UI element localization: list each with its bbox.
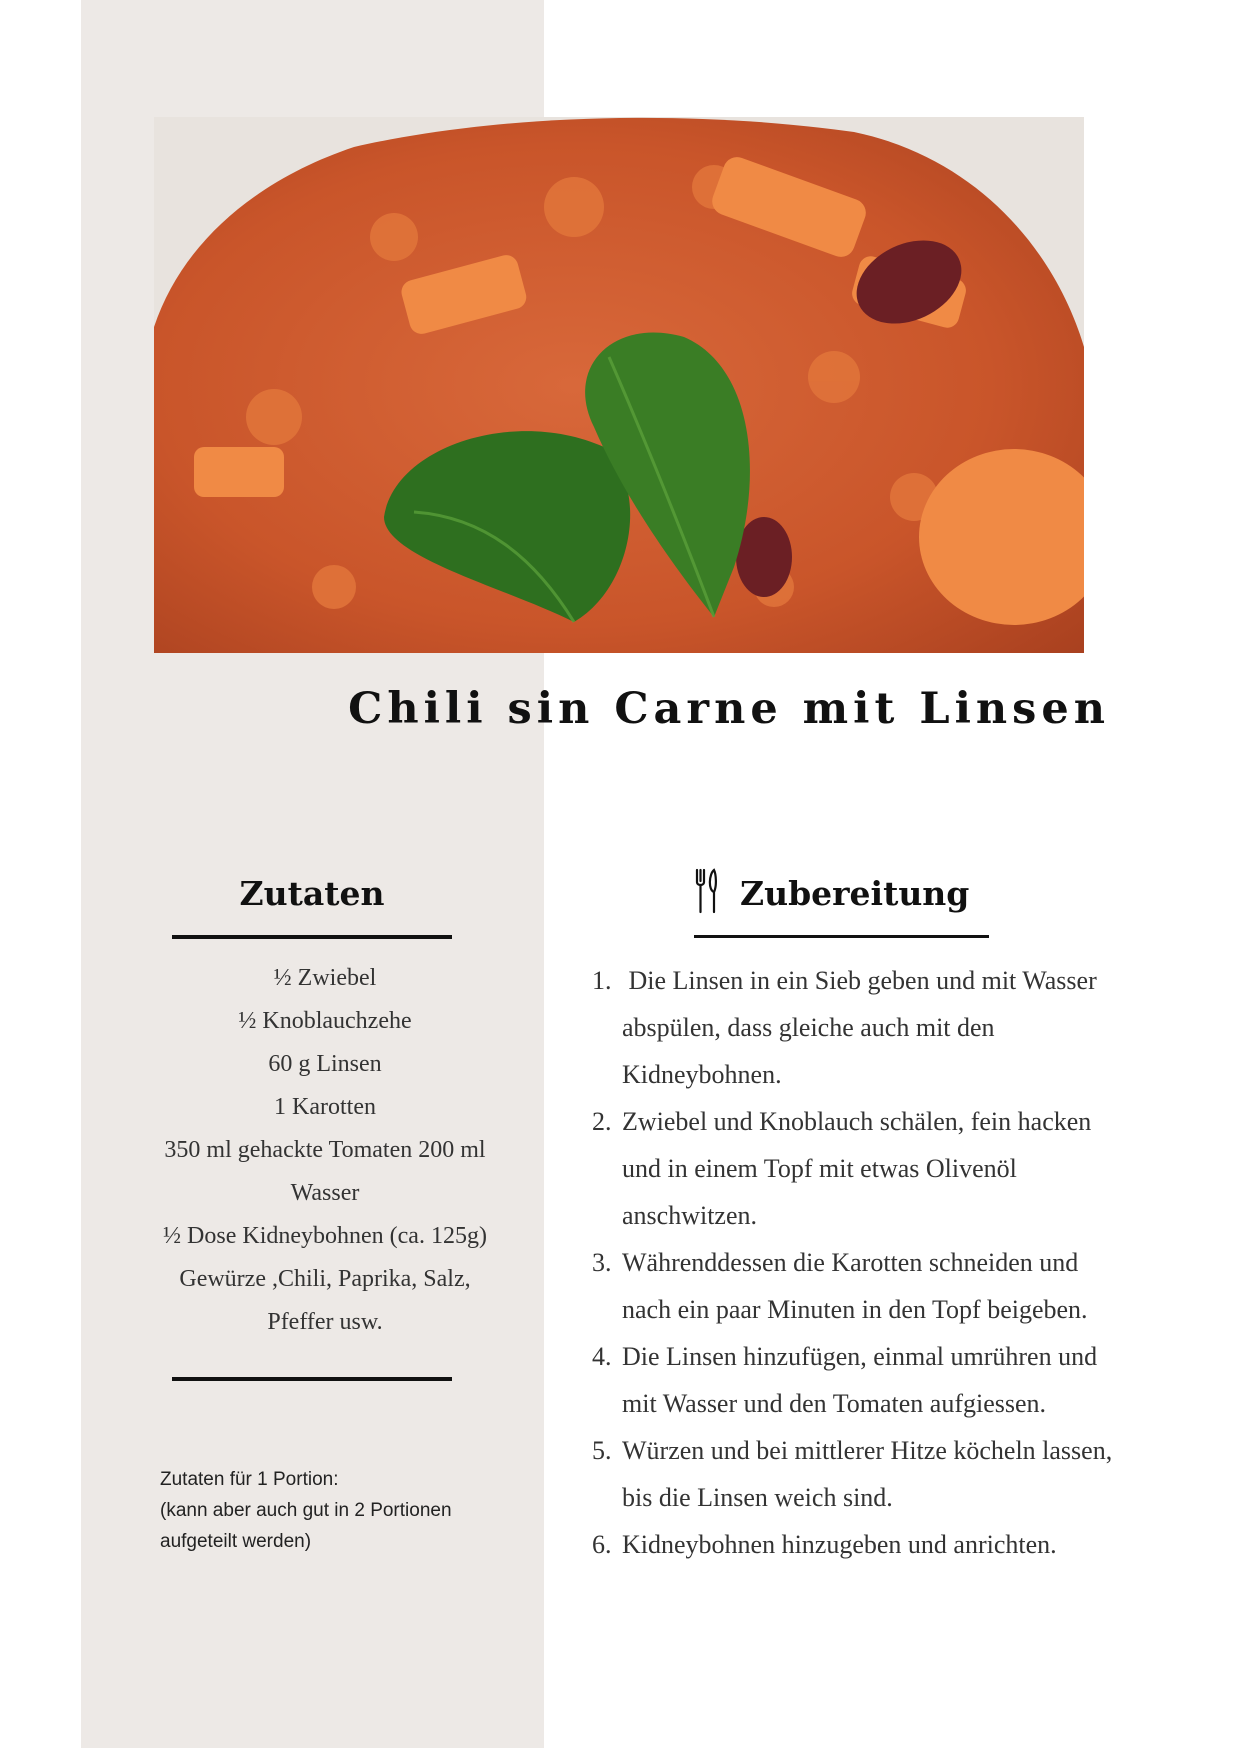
step-line: mit Wasser und den Tomaten aufgiessen. [622, 1389, 1047, 1418]
step-item [592, 1098, 1192, 1239]
step-line: nach ein paar Minuten in den Topf beigeben. [622, 1295, 1088, 1324]
step-number: 2. [592, 1107, 612, 1136]
ingredients-heading: Zutaten [239, 874, 385, 913]
cutlery-icon [694, 868, 720, 919]
ingredient-item: 60 g Linsen [268, 1051, 382, 1077]
step-number: 1. [592, 966, 612, 995]
step-line: Die Linsen in ein Sieb geben und mit Wasser [622, 966, 1097, 995]
ingredients-bottom-rule [172, 1377, 452, 1381]
step-line: Die Linsen hinzufügen, einmal umrühren und [622, 1342, 1098, 1371]
step-item [592, 1333, 1192, 1427]
ingredient-item: ½ Dose Kidneybohnen (ca. 125g) [163, 1223, 487, 1249]
step-line: Währenddessen die Karotten schneiden und [622, 1248, 1079, 1277]
portion-note [160, 1464, 520, 1557]
preparation-rule [694, 935, 989, 938]
ingredient-item: Pfeffer usw. [267, 1309, 383, 1335]
step-item [592, 1521, 1192, 1568]
ingredient-item: Wasser [290, 1180, 360, 1206]
step-line: Würzen und bei mittlerer Hitze köcheln lassen, [622, 1436, 1113, 1465]
step-line: anschwitzen. [622, 1201, 758, 1230]
step-line: bis die Linsen weich sind. [622, 1483, 893, 1512]
step-item [592, 957, 1192, 1098]
portion-note-line: aufgeteilt werden) [160, 1531, 312, 1552]
step-number: 6. [592, 1530, 612, 1559]
dish-photo [154, 117, 1084, 653]
ingredients-top-rule [172, 935, 452, 939]
step-line: und in einem Topf mit etwas Olivenöl [622, 1154, 1017, 1183]
step-item [592, 1427, 1192, 1521]
preparation-steps [592, 957, 1192, 1568]
ingredient-item: ½ Zwiebel [273, 965, 377, 991]
step-item [592, 1239, 1192, 1333]
ingredient-item: 1 Karotten [274, 1094, 376, 1120]
recipe-title: Chili sin Carne mit Linsen [348, 684, 1110, 734]
preparation-heading: Zubereitung [740, 873, 970, 913]
step-number: 4. [592, 1342, 612, 1371]
preparation-header [694, 868, 969, 918]
step-line: Kidneybohnen. [622, 1060, 782, 1089]
step-number: 5. [592, 1436, 612, 1465]
step-line: abspülen, dass gleiche auch mit den [622, 1013, 995, 1042]
portion-note-line: (kann aber auch gut in 2 Portionen [160, 1500, 452, 1521]
ingredients-list [145, 957, 505, 1344]
step-line: Zwiebel und Knoblauch schälen, fein hacken [622, 1107, 1092, 1136]
step-number: 3. [592, 1248, 612, 1277]
ingredient-item: ½ Knoblauchzehe [238, 1008, 412, 1034]
ingredient-item: 350 ml gehackte Tomaten 200 ml [164, 1137, 486, 1163]
step-line: Kidneybohnen hinzugeben und anrichten. [622, 1530, 1057, 1559]
ingredient-item: Gewürze ,Chili, Paprika, Salz, [179, 1266, 471, 1292]
portion-note-line: Zutaten für 1 Portion: [160, 1469, 339, 1490]
